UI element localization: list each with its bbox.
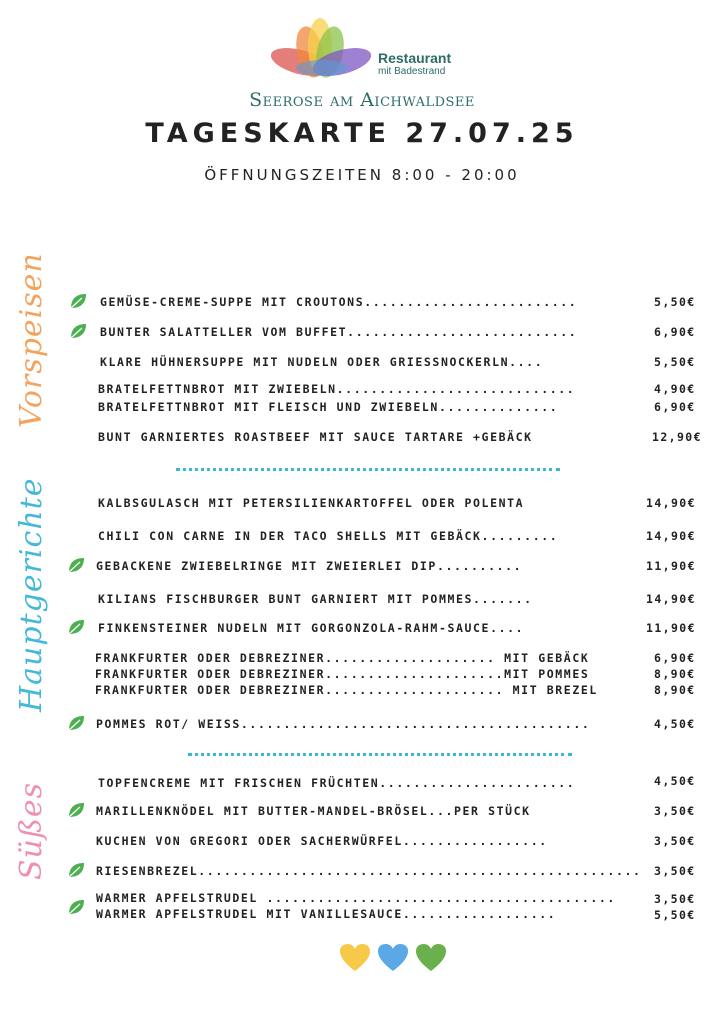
menu-item-price: 4,90€ — [654, 382, 696, 396]
menu-item-price: 6,90€ — [654, 651, 696, 665]
menu-item-price: 3,50€ — [654, 892, 696, 906]
menu-item-name: KILIANS FISCHBURGER BUNT GARNIERT MIT POMMES....... — [98, 592, 533, 606]
menu-item-price: 5,50€ — [654, 908, 696, 922]
vegetarian-leaf-icon — [66, 897, 86, 917]
menu-item-name: FINKENSTEINER NUDELN MIT GORGONZOLA-RAHM-SAUCE.... — [98, 621, 525, 635]
restaurant-name: Seerose am Aichwaldsee — [249, 89, 475, 111]
vegetarian-leaf-icon — [66, 800, 86, 820]
menu-item-name: GEMÜSE-CREME-SUPPE MIT CROUTONS......................... — [100, 295, 578, 309]
logo-text-badestrand: mit Badestrand — [378, 66, 446, 77]
menu-item-name: BUNT GARNIERTES ROASTBEEF MIT SAUCE TARTARE +GEBÄCK — [98, 430, 533, 444]
menu-item-name: BRATELFETTNBROT MIT FLEISCH UND ZWIEBELN.............. — [98, 400, 559, 414]
green-heart-icon — [415, 943, 447, 973]
vegetarian-leaf-icon — [66, 617, 86, 637]
menu-item-price: 4,50€ — [654, 717, 696, 731]
menu-item-price: 6,90€ — [654, 325, 696, 339]
menu-item-price: 11,90€ — [646, 621, 696, 635]
menu-item-price: 5,50€ — [654, 355, 696, 369]
menu-item-price: 3,50€ — [654, 804, 696, 818]
menu-item-name: FRANKFURTER ODER DEBREZINER..................... MIT BREZEL — [95, 683, 598, 697]
menu-item-price: 12,90€ — [652, 430, 702, 444]
menu-item-name: POMMES ROT/ WEISS......................................... — [96, 717, 591, 731]
menu-item-price: 14,90€ — [646, 496, 696, 510]
menu-item-price: 3,50€ — [654, 864, 696, 878]
menu-item-price: 14,90€ — [646, 592, 696, 606]
yellow-heart-icon — [339, 943, 371, 973]
menu-item-price: 11,90€ — [646, 559, 696, 573]
logo-text-restaurant: Restaurant — [378, 50, 452, 66]
menu-item-name: BUNTER SALATTELLER VOM BUFFET........................... — [100, 325, 578, 339]
menu-item-price: 4,50€ — [654, 774, 696, 788]
section-label-suesses: Süßes — [14, 781, 49, 880]
blue-heart-icon — [377, 943, 409, 973]
page-title: TAGESKARTE 27.07.25 — [145, 118, 579, 149]
menu-item-name: KLARE HÜHNERSUPPE MIT NUDELN ODER GRIESSNOCKERLN.... — [100, 355, 544, 369]
menu-item-price: 8,90€ — [654, 667, 696, 681]
menu-item-price: 3,50€ — [654, 834, 696, 848]
vegetarian-leaf-icon — [68, 321, 88, 341]
section-label-vorspeisen: Vorspeisen — [14, 252, 49, 428]
vegetarian-leaf-icon — [66, 860, 86, 880]
menu-item-name: CHILI CON CARNE IN DER TACO SHELLS MIT GEBÄCK......... — [98, 529, 559, 543]
menu-item-price: 6,90€ — [654, 400, 696, 414]
menu-item-name: BRATELFETTNBROT MIT ZWIEBELN............................ — [98, 382, 576, 396]
menu-item-name: FRANKFURTER ODER DEBREZINER.....................MIT POMMES — [95, 667, 590, 681]
vegetarian-leaf-icon — [66, 713, 86, 733]
menu-item-price: 8,90€ — [654, 683, 696, 697]
menu-item-name: MARILLENKNÖDEL MIT BUTTER-MANDEL-BRÖSEL...PER STÜCK — [96, 804, 531, 818]
opening-hours: ÖFFNUNGSZEITEN 8:00 - 20:00 — [204, 166, 520, 184]
menu-item-price: 14,90€ — [646, 529, 696, 543]
menu-item-name: WARMER APFELSTRUDEL MIT VANILLESAUCE.................. — [96, 907, 557, 921]
menu-item-name: GEBACKENE ZWIEBELRINGE MIT ZWEIERLEI DIP.......... — [96, 559, 523, 573]
menu-item-price: 5,50€ — [654, 295, 696, 309]
menu-item-name: TOPFENCREME MIT FRISCHEN FRÜCHTEN....................... — [98, 776, 576, 790]
vegetarian-leaf-icon — [68, 291, 88, 311]
vegetarian-leaf-icon — [66, 555, 86, 575]
menu-item-name: KALBSGULASCH MIT PETERSILIENKARTOFFEL ODER POLENTA — [98, 496, 525, 510]
menu-item-name: WARMER APFELSTRUDEL ......................................... — [96, 891, 616, 905]
section-label-hauptgerichte: Hauptgerichte — [14, 477, 49, 712]
section-divider — [176, 468, 560, 471]
menu-item-name: KUCHEN VON GREGORI ODER SACHERWÜRFEL................. — [96, 834, 548, 848]
section-divider — [188, 753, 572, 756]
menu-item-name: RIESENBREZEL.................................................... — [96, 864, 642, 878]
menu-item-name: FRANKFURTER ODER DEBREZINER.................... MIT GEBÄCK — [95, 651, 590, 665]
